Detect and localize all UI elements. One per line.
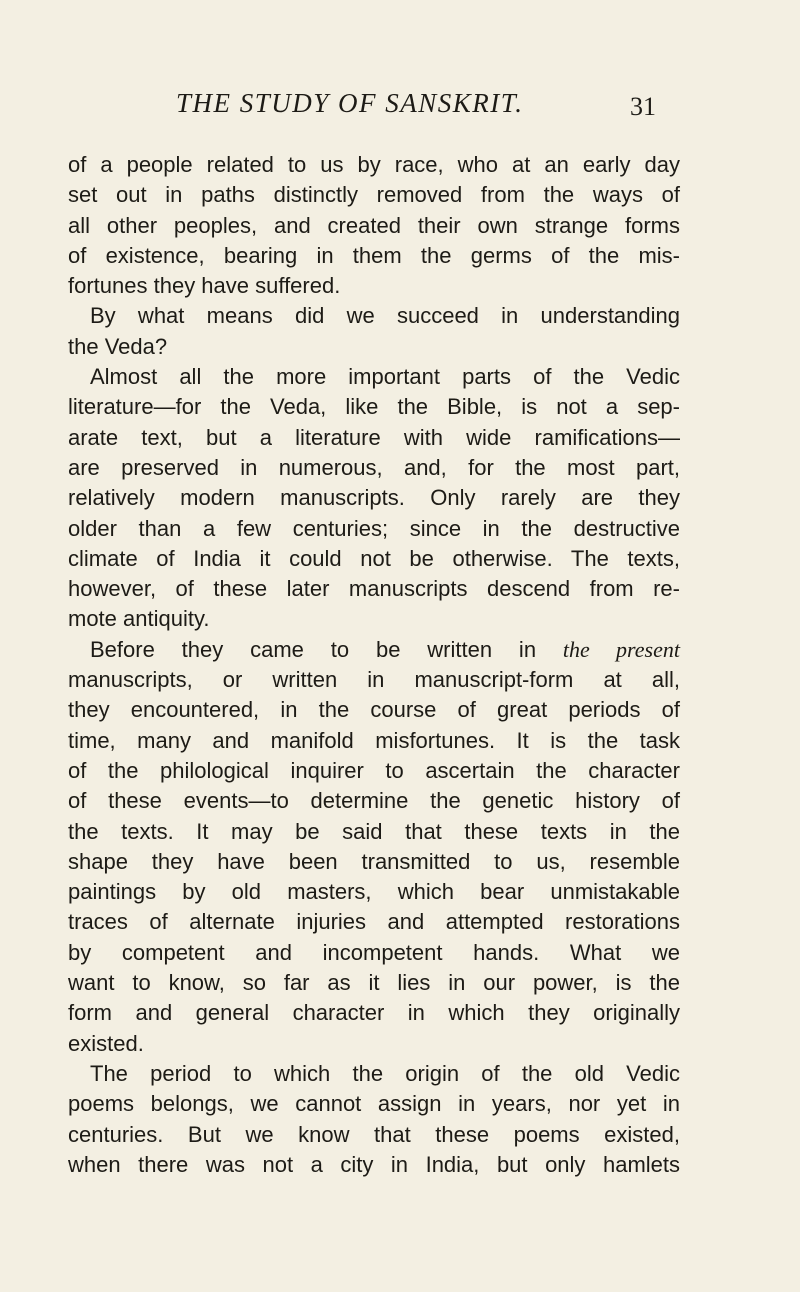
text-line: arate text, but a literature with wide ramifications— bbox=[68, 424, 680, 450]
text-line: of these events—to determine the genetic history of bbox=[68, 788, 680, 814]
text-line: the texts. It may be said that these texts in the bbox=[68, 818, 680, 844]
text-line: older than a few centuries; since in the destructive bbox=[68, 515, 680, 541]
text-segment: Before they came to be written in bbox=[90, 636, 537, 662]
text-line: poems belongs, we cannot assign in years, nor yet in bbox=[68, 1091, 680, 1117]
text-line: mote antiquity. bbox=[68, 606, 210, 632]
text-line: all other peoples, and created their own strange forms bbox=[68, 212, 680, 238]
text-line: centuries. But we know that these poems existed, bbox=[68, 1121, 680, 1147]
text-line: Almost all the more important parts of the Vedic bbox=[90, 364, 680, 390]
text-line: of existence, bearing in them the germs of the mis- bbox=[68, 242, 680, 268]
text-line: The period to which the origin of the old Vedic bbox=[90, 1060, 680, 1086]
text-line: form and general character in which they originally bbox=[68, 1000, 680, 1026]
text-line: want to know, so far as it lies in our power, is the bbox=[68, 970, 680, 996]
body-text bbox=[68, 150, 680, 1180]
page-header bbox=[0, 88, 800, 128]
running-title: THE STUDY OF SANSKRIT. bbox=[176, 88, 524, 118]
emphasis-text: the present bbox=[562, 636, 680, 662]
text-line: manuscripts, or written in manuscript-form at all, bbox=[68, 667, 680, 693]
text-line: are preserved in numerous, and, for the most part, bbox=[68, 454, 680, 480]
text-line: fortunes they have suffered. bbox=[68, 273, 341, 299]
text-line: time, many and manifold misfortunes. It is the task bbox=[68, 727, 680, 753]
text-line: shape they have been transmitted to us, resemble bbox=[68, 848, 680, 874]
page-number: 31 bbox=[630, 92, 656, 121]
text-line: of a people related to us by race, who at an early day bbox=[68, 152, 680, 177]
text-line: climate of India it could not be otherwise. The texts, bbox=[68, 545, 680, 571]
text-line: the Veda? bbox=[68, 333, 168, 359]
text-line: by competent and incompetent hands. What we bbox=[68, 939, 680, 965]
text-line-with-emphasis bbox=[68, 635, 680, 665]
text-line: of the philological inquirer to ascertain the character bbox=[68, 757, 680, 783]
text-line: set out in paths distinctly removed from the ways of bbox=[68, 182, 680, 208]
text-line: traces of alternate injuries and attempted restorations bbox=[68, 909, 680, 935]
text-line: paintings by old masters, which bear unmistakable bbox=[68, 879, 680, 905]
text-line: By what means did we succeed in understanding bbox=[90, 303, 680, 329]
text-line: relatively modern manuscripts. Only rarely are they bbox=[68, 485, 680, 511]
text-line: they encountered, in the course of great periods of bbox=[68, 697, 680, 723]
text-line: literature—for the Veda, like the Bible, is not a sep- bbox=[68, 394, 680, 420]
text-line: however, of these later manuscripts descend from re- bbox=[68, 576, 680, 602]
text-line: existed. bbox=[68, 1030, 144, 1056]
text-line: when there was not a city in India, but only hamlets bbox=[68, 1151, 680, 1177]
